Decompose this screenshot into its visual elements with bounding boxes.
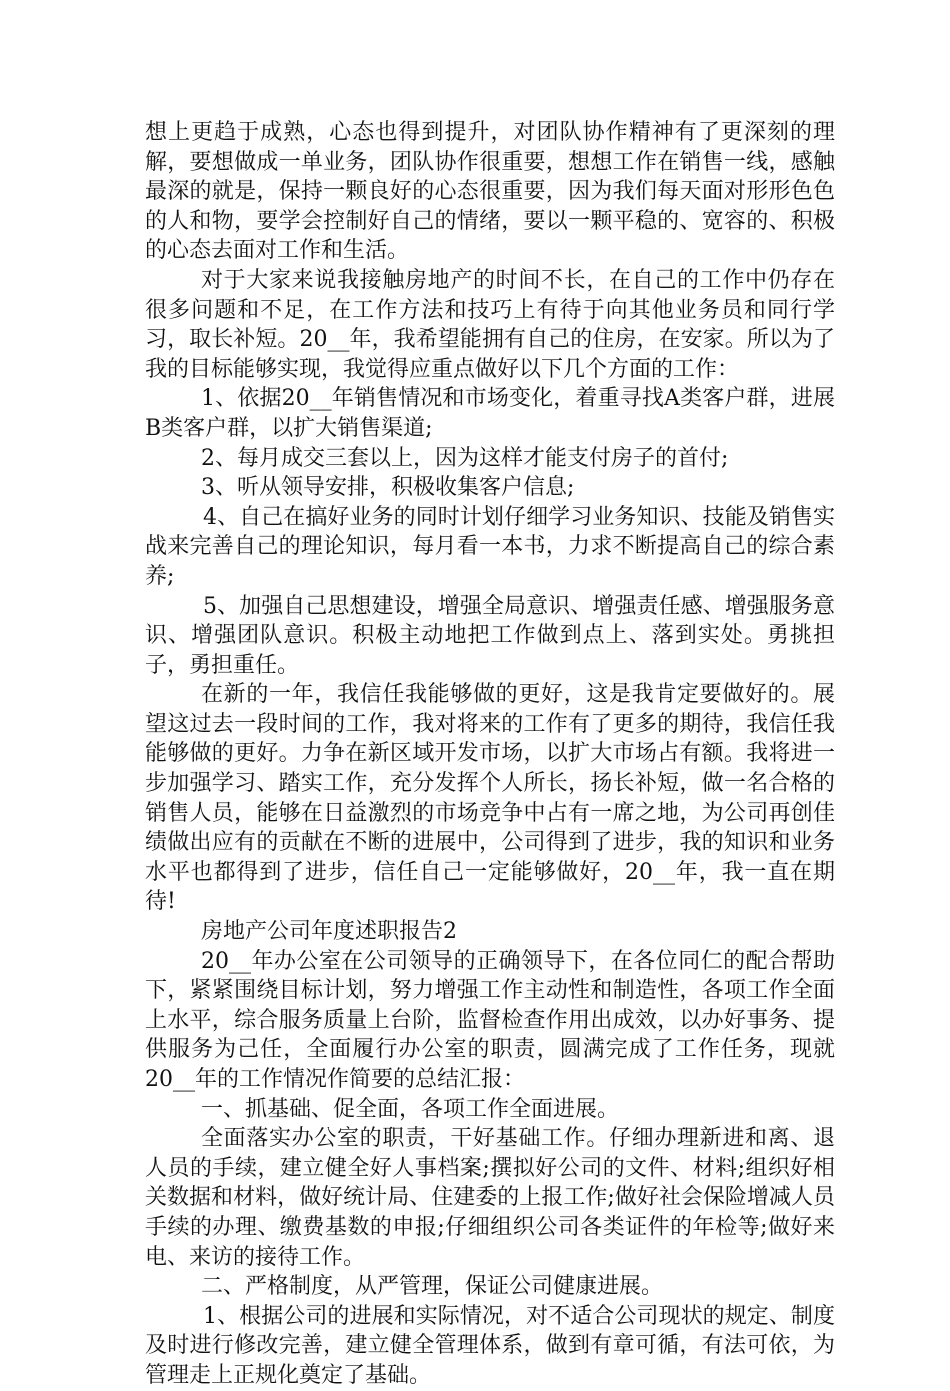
paragraph-2: 对于大家来说我接触房地产的时间不长，在自己的工作中仍存在很多问题和不足，在工作方法和技巧上有待于向其他业务员和同行学习，取长补短。20__年，我希望能拥有自己的住房，在安家。所以为了我的目标能够实现，我觉得应重点做好以下几个方面的工作： <box>145 267 835 382</box>
section-title: 房地产公司年度述职报告2 <box>201 919 457 945</box>
list-item-4: 4、自己在搞好业务的同时计划仔细学习业务知识、技能及销售实战来完善自己的理论知识，每月看一本书，力求不断提高自己的综合素养; <box>145 504 835 589</box>
document-body <box>145 118 835 1391</box>
heading-1: 一、抓基础、促全面，各项工作全面进展。 <box>201 1096 620 1122</box>
list-item-5: 5、加强自己思想建设，增强全局意识、增强责任感、增强服务意识、增强团队意识。积极主动地把工作做到点上、落到实处。勇挑担子，勇担重任。 <box>145 593 835 678</box>
heading-2: 二、严格制度，从严管理，保证公司健康进展。 <box>201 1274 664 1300</box>
list-item-6: 1、根据公司的进展和实际情况，对不适合公司现状的规定、制度及时进行修改完善，建立健全管理体系，做到有章可循，有法可依，为管理走上正规化奠定了基础。 <box>145 1303 835 1388</box>
list-item-3: 3、听从领导安排，积极收集客户信息; <box>201 475 575 501</box>
paragraph-1: 想上更趋于成熟，心态也得到提升，对团队协作精神有了更深刻的理解，要想做成一单业务，团队协作很重要，想想工作在销售一线，感触最深的就是，保持一颗良好的心态很重要，因为我们每天面对形形色色的人和物，要学会控制好自己的情绪，要以一颗平稳的、宽容的、积极的心态去面对工作和生活。 <box>145 120 835 264</box>
paragraph-3: 在新的一年，我信任我能够做的更好，这是我肯定要做好的。展望这过去一段时间的工作，我对将来的工作有了更多的期待，我信任我能够做的更好。力争在新区域开发市场，以扩大市场占有额。我将进一步加强学习、踏实工作，充分发挥个人所长，扬长补短，做一名合格的销售人员，能够在日益激烈的市场竞争中占有一席之地，为公司再创佳绩做出应有的贡献在不断的进展中，公司得到了进步，我的知识和业务水平也都得到了进步，信任自己一定能够做好，20__年，我一直在期待! <box>145 682 835 915</box>
paragraph-5: 全面落实办公室的职责，干好基础工作。仔细办理新进和离、退人员的手续，建立健全好人事档案;撰拟好公司的文件、材料;组织好相关数据和材料，做好统计局、住建委的上报工作;做好社会保险增减人员手续的办理、缴费基数的申报;仔细组织公司各类证件的年检等;做好来电、来访的接待工作。 <box>145 1126 835 1270</box>
list-item-2: 2、每月成交三套以上，因为这样才能支付房子的首付; <box>201 445 729 471</box>
list-item-1: 1、依据20__年销售情况和市场变化，着重寻找A类客户群，进展B类客户群，以扩大销售渠道; <box>145 386 835 441</box>
paragraph-4: 20__年办公室在公司领导的正确领导下，在各位同仁的配合帮助下，紧紧围绕目标计划，努力增强工作主动性和制造性，各项工作全面上水平，综合服务质量上台阶，监督检查作用出成效，以办好事务、提供服务为己任，全面履行办公室的职责，圆满完成了工作任务，现就20__年的工作情况作简要的总结汇报： <box>145 948 835 1092</box>
